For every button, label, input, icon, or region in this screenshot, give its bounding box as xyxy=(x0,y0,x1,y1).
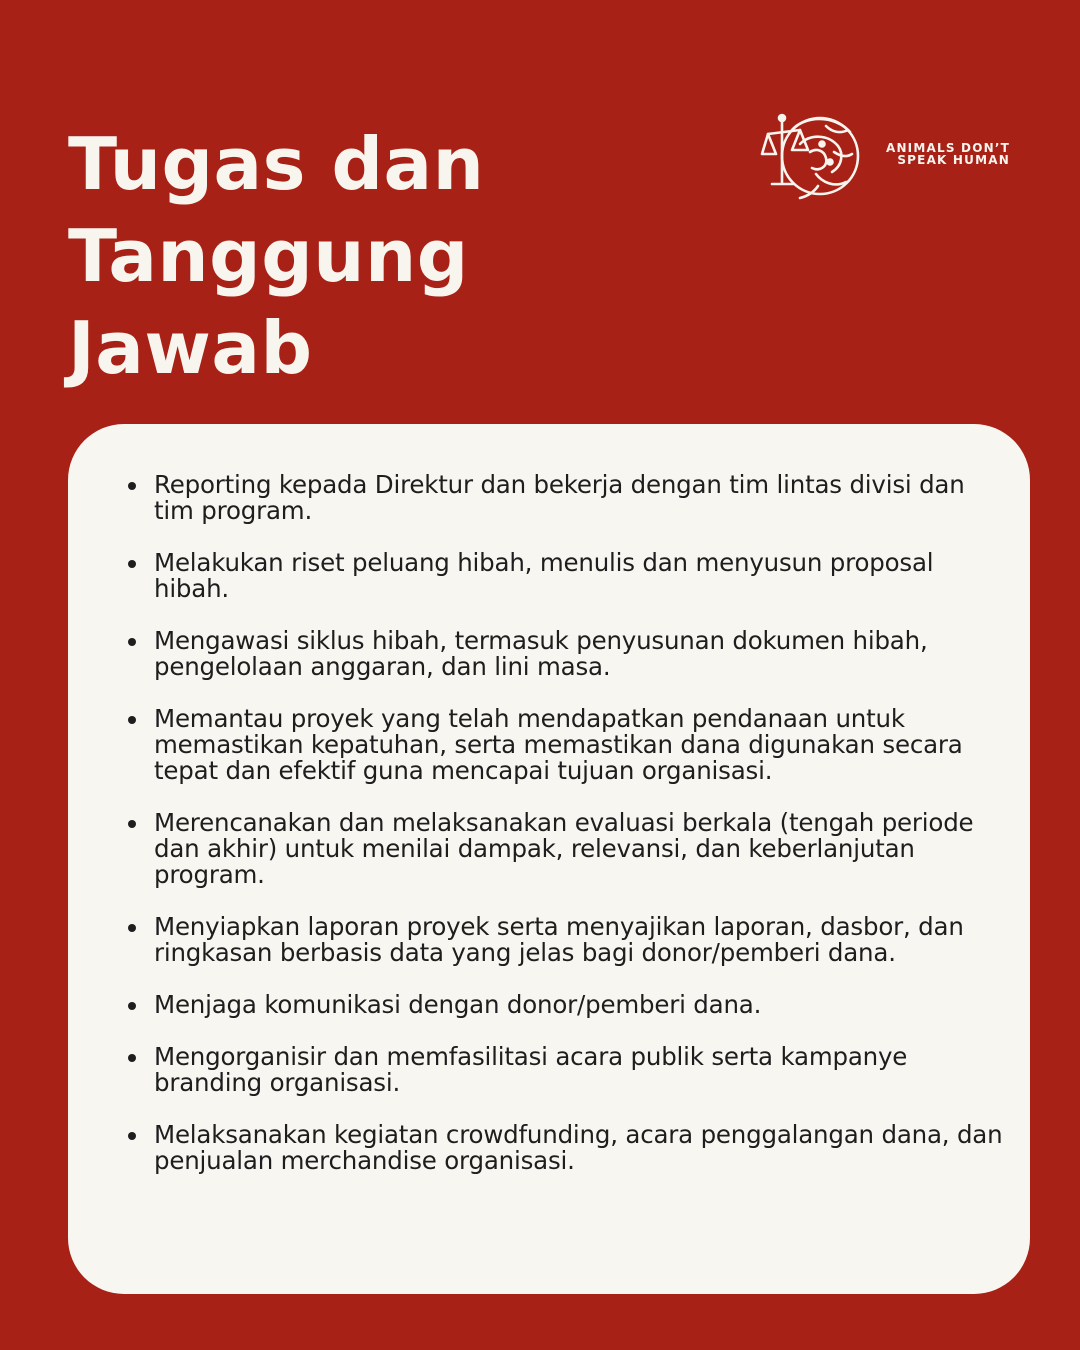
list-item xyxy=(154,550,1004,602)
list-item-text: Menjaga komunikasi dengan donor/pemberi dana. xyxy=(154,990,762,1019)
title-line-3: Jawab xyxy=(68,306,313,390)
list-item-text: Mengorganisir dan memfasilitasi acara publik serta kampanye branding organisasi. xyxy=(154,1042,908,1097)
list-item-text: Memantau proyek yang telah mendapatkan pendanaan untuk memastikan kepatuhan, serta memastikan dana digunakan secara tepat dan efektif guna mencapai tujuan organisasi. xyxy=(154,704,963,785)
logo-line-1: ANIMALS DON’T xyxy=(885,141,1010,155)
bullet-icon xyxy=(128,820,136,828)
bullet-icon xyxy=(128,482,136,490)
list-item xyxy=(154,628,1004,680)
bullet-icon xyxy=(128,638,136,646)
logo-wordmark xyxy=(864,142,1010,166)
responsibilities-card xyxy=(68,424,1030,1294)
list-item xyxy=(154,472,1004,524)
list-item-text: Mengawasi siklus hibah, termasuk penyusunan dokumen hibah, pengelolaan anggaran, dan lini masa. xyxy=(154,626,928,681)
bullet-icon xyxy=(128,716,136,724)
list-item xyxy=(154,706,1004,784)
title-line-2: Tanggung xyxy=(68,214,469,298)
responsibilities-list xyxy=(154,472,1004,1200)
list-item-text: Menyiapkan laporan proyek serta menyajikan laporan, dasbor, dan ringkasan berbasis data yang jelas bagi donor/pemberi dana. xyxy=(154,912,964,967)
organization-logo xyxy=(760,104,1020,204)
bullet-icon xyxy=(128,560,136,568)
list-item xyxy=(154,1122,1004,1174)
page-title xyxy=(68,118,628,394)
bullet-icon xyxy=(128,1054,136,1062)
list-item-text: Melakukan riset peluang hibah, menulis dan menyusun proposal hibah. xyxy=(154,548,934,603)
list-item-text: Merencanakan dan melaksanakan evaluasi berkala (tengah periode dan akhir) untuk menilai dampak, relevansi, dan keberlanjutan program. xyxy=(154,808,974,889)
list-item-text: Melaksanakan kegiatan crowdfunding, acara penggalangan dana, dan penjualan merchandise organisasi. xyxy=(154,1120,1003,1175)
title-line-1: Tugas dan xyxy=(68,122,485,206)
bullet-icon xyxy=(128,924,136,932)
logo-line-2: SPEAK HUMAN xyxy=(897,153,1010,167)
scales-animals-emblem-icon xyxy=(760,104,864,204)
list-item xyxy=(154,914,1004,966)
list-item-text: Reporting kepada Direktur dan bekerja dengan tim lintas divisi dan tim program. xyxy=(154,470,965,525)
list-item xyxy=(154,1044,1004,1096)
list-item xyxy=(154,810,1004,888)
bullet-icon xyxy=(128,1132,136,1140)
list-item xyxy=(154,992,1004,1018)
bullet-icon xyxy=(128,1002,136,1010)
